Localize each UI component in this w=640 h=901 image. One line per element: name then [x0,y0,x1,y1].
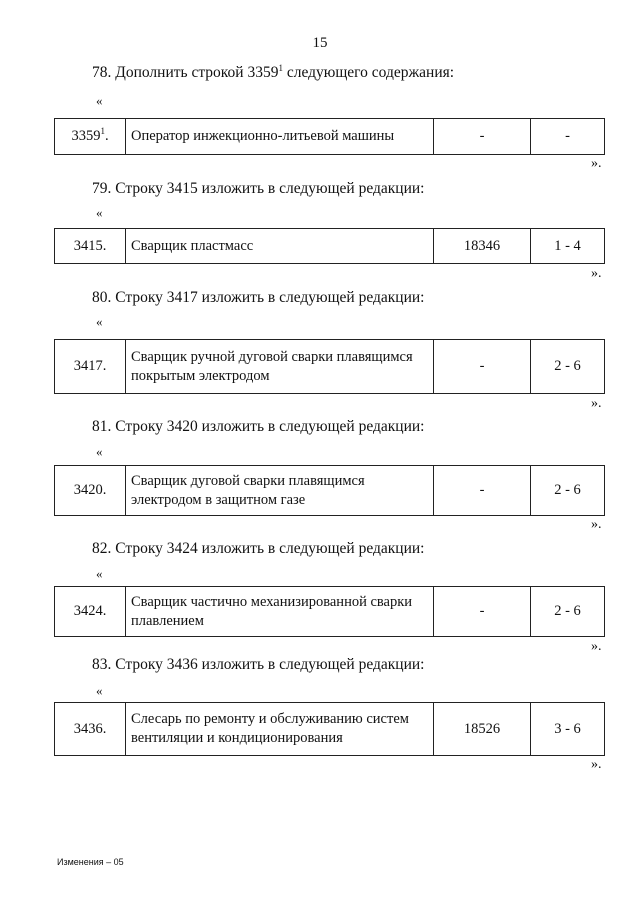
okz-cell: - [434,340,531,394]
rank-cell: 3 - 6 [531,703,605,756]
opening-quote: « [96,566,103,581]
opening-quote: « [96,314,103,329]
code-superscript: 1 [100,126,105,136]
code-suffix: . [104,128,109,144]
table-row [55,229,605,264]
code-cell: 3415. [55,229,126,264]
name-cell: Сварщик дуговой сварки плавящимся электродом в защитном газе [126,466,434,516]
code-cell: 3420. [55,466,126,516]
code-cell: 3436. [55,703,126,756]
okz-cell: - [434,587,531,637]
heading-superscript: 1 [278,63,283,73]
okz-cell: 18526 [434,703,531,756]
closing-quote: ». [591,396,602,411]
okz-cell: - [434,466,531,516]
table-row [55,587,605,637]
opening-quote: « [96,205,103,220]
code-cell: 3417. [55,340,126,394]
table-row [55,340,605,394]
name-cell: Сварщик ручной дуговой сварки плавящимся покрытым электродом [126,340,434,394]
item-heading [92,540,425,558]
closing-quote: ». [591,639,602,654]
closing-quote: ». [591,156,602,171]
page-number: 15 [312,35,328,51]
rank-cell: 2 - 6 [531,340,605,394]
footer-note: Изменения – 05 [57,857,124,867]
table-row [55,119,605,155]
heading-text: 78. Дополнить строкой 3359 [92,64,279,81]
entry-table [54,702,605,756]
item-heading [92,289,425,307]
opening-quote: « [96,683,103,698]
closing-quote: ». [591,517,602,532]
rank-cell: 2 - 6 [531,587,605,637]
entry-table [54,339,605,394]
entry-table [54,118,605,155]
item-heading [92,64,454,82]
entry-table [54,228,605,264]
table-row [55,703,605,756]
heading-text: 81. Строку 3420 изложить в следующей редакции: [92,418,425,435]
item-heading [92,656,425,674]
name-cell: Слесарь по ремонту и обслуживанию систем вентиляции и кондиционирования [126,703,434,756]
code-value: 3359 [71,128,101,144]
closing-quote: ». [591,266,602,281]
opening-quote: « [96,93,103,108]
item-heading [92,180,425,198]
heading-text: 83. Строку 3436 изложить в следующей редакции: [92,656,425,673]
code-cell [55,119,126,155]
opening-quote: « [96,444,103,459]
name-cell: Оператор инжекционно-литьевой машины [126,119,434,155]
entry-table [54,586,605,637]
entry-table [54,465,605,516]
name-cell: Сварщик пластмасс [126,229,434,264]
rank-cell: - [531,119,605,155]
item-heading [92,418,425,436]
heading-text: 79. Строку 3415 изложить в следующей редакции: [92,180,425,197]
rank-cell: 1 - 4 [531,229,605,264]
heading-text: 80. Строку 3417 изложить в следующей редакции: [92,289,425,306]
okz-cell: - [434,119,531,155]
table-row [55,466,605,516]
rank-cell: 2 - 6 [531,466,605,516]
okz-cell: 18346 [434,229,531,264]
closing-quote: ». [591,757,602,772]
heading-text: 82. Строку 3424 изложить в следующей редакции: [92,540,425,557]
heading-text-tail: следующего содержания: [282,64,455,81]
code-cell: 3424. [55,587,126,637]
name-cell: Сварщик частично механизированной сварки плавлением [126,587,434,637]
